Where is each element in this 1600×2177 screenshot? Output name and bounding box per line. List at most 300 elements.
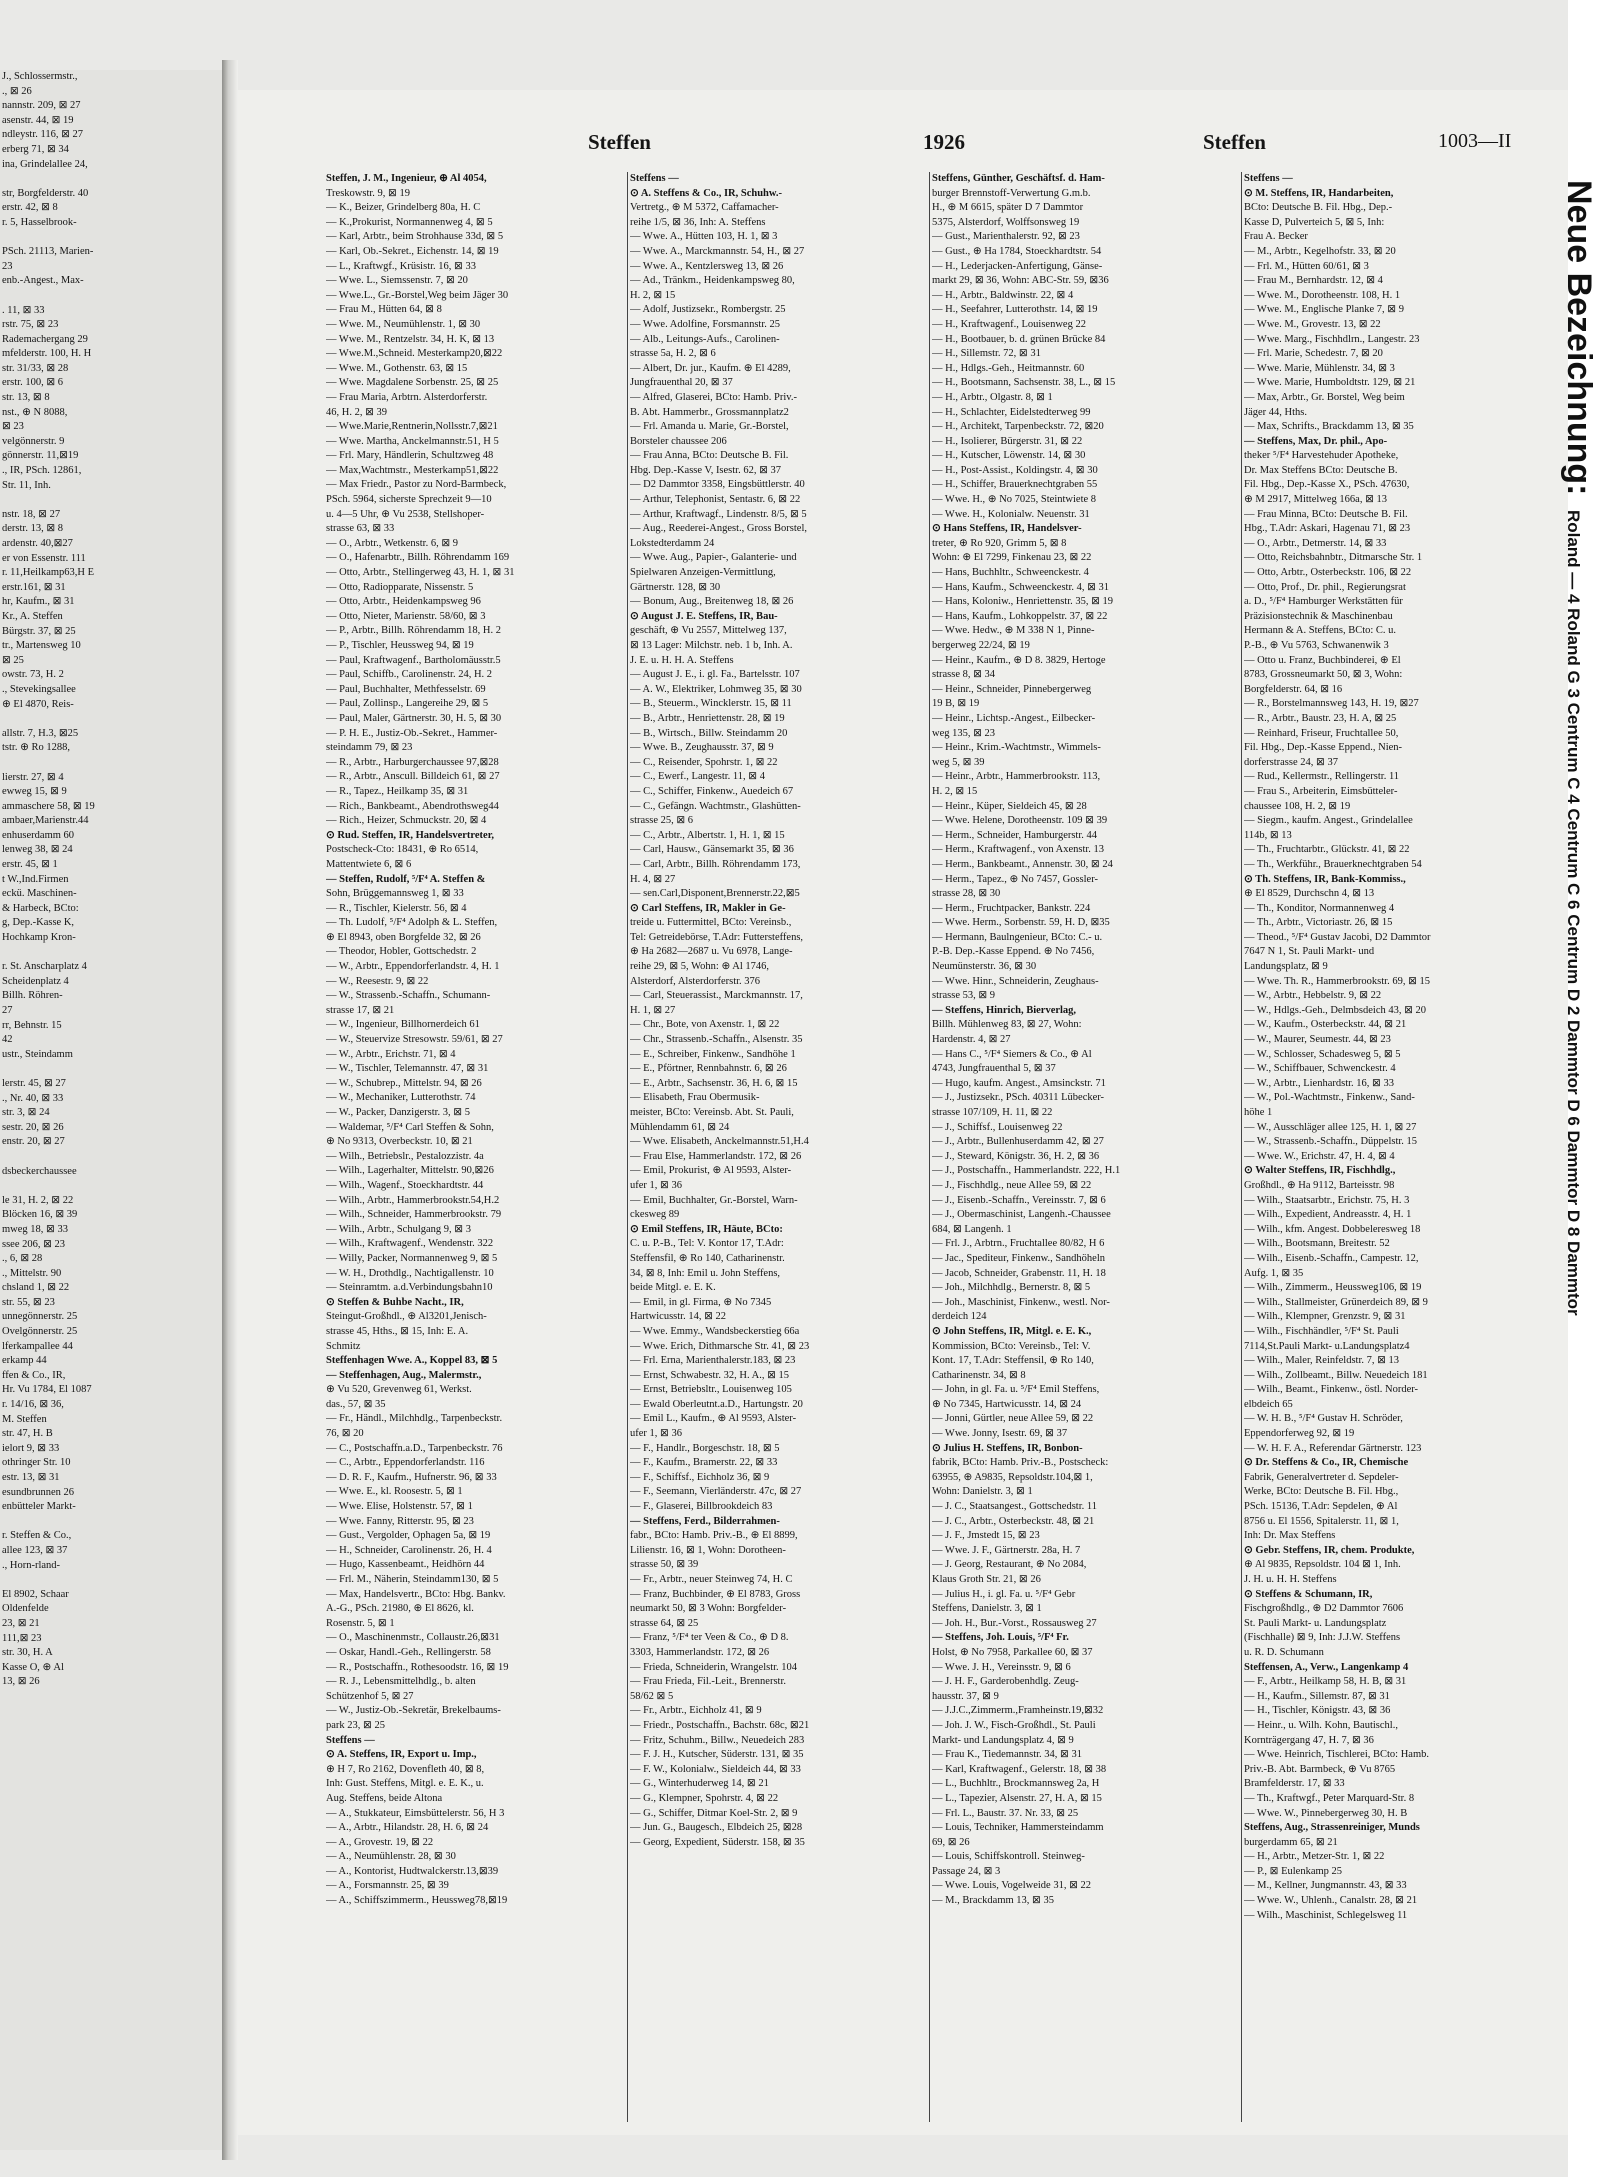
directory-entry-line: — Heinr., u. Wilh. Kohn, Bautischl., [1244,1719,1398,1731]
directory-entry-line: — Wwe. W., Uhlenh., Canalstr. 28, ⊠ 21 [1244,1895,1418,1907]
directory-entry-line: g, Dep.-Kasse K, [2,917,75,929]
directory-entry-line: — Steffens, Joh. Louis, ⁵/F⁴ Fr. [932,1632,1069,1644]
directory-entry-line: — R., Arbtr., Baustr. 23, H. A, ⊠ 25 [1244,712,1397,724]
directory-entry-line: 69, ⊠ 26 [932,1836,970,1848]
directory-entry-line: — L., Kraftwgf., Krüsistr. 16, ⊠ 33 [326,260,476,272]
directory-entry-line: Inh: Gust. Steffens, Mitgl. e. E. K., u. [326,1778,484,1790]
directory-entry-line: ⊠ 25 [2,654,24,666]
directory-entry-line: Rademachergang 29 [2,333,88,345]
directory-entry-line: — Otto, Nieter, Marienstr. 58/60, ⊠ 3 [326,610,486,622]
directory-entry-line: — Hugo, kaufm. Angest., Amsinckstr. 71 [932,1077,1106,1089]
directory-entry-line: ⊙ John Steffens, IR, Mitgl. e. E. K., [932,1325,1092,1337]
directory-entry-line: — Heinr., Lichtsp.-Angest., Eilbecker- [932,712,1096,724]
directory-entry-line: 114b, ⊠ 13 [1244,829,1292,841]
directory-entry-line: enb.-Angest., Max- [2,275,84,287]
directory-entry-line: gönnerstr. 11,⊠19 [2,450,79,462]
directory-entry-line: 7114,St.Pauli Markt- u.Landungsplatz4 [1244,1340,1410,1352]
directory-entry-line: — Jonni, Gürtler, neue Allee 59, ⊠ 22 [932,1413,1094,1425]
directory-entry-line: lferkampallee 44 [2,1340,73,1352]
directory-entry-line: — H., Tischler, Königstr. 43, ⊠ 36 [1244,1705,1391,1717]
directory-entry-line: Lilienstr. 16, ⊠ 1, Wohn: Dorotheen- [630,1544,786,1556]
directory-entry-line: — Steffenhagen, Aug., Malermstr., [326,1369,482,1381]
directory-entry-line: sestr. 20, ⊠ 26 [2,1121,64,1133]
directory-entry-line: — E., Pförtner, Rennbahnstr. 6, ⊠ 26 [630,1063,787,1075]
directory-entry-line: Steffensfil, ⊕ Ro 140, Catharinenstr. [630,1252,785,1264]
side-legend-title: Neue Bezeichnung: [1560,180,1598,496]
directory-entry-line: Borgfelderstr. 64, ⊠ 16 [1244,683,1343,695]
directory-entry-line: tstr. ⊕ Ro 1288, [2,742,71,754]
directory-entry-line: ina, Grindelallee 24, [2,158,88,170]
directory-entry-line: — Alfred, Glaserei, BCto: Hamb. Priv.- [630,391,798,403]
directory-entry-line: — Ewald Oberleutnt.a.D., Hartungstr. 20 [630,1398,803,1410]
directory-entry-line: J. H. u. H. H. Steffens [1244,1574,1337,1585]
directory-entry-line: — Arthur, Kraftwagf., Lindenstr. 8/5, ⊠ 5 [630,508,807,520]
directory-entry-line: — W., Packer, Danzigerstr. 3, ⊠ 5 [326,1107,470,1118]
directory-entry-line: Hbg. Dep.-Kasse V, Isestr. 62, ⊠ 37 [630,464,782,476]
directory-entry-line: str. 47, H. B [2,1428,53,1440]
directory-entry-line: — Fr., Arbtr., neuer Steinweg 74, H. C [630,1574,793,1585]
directory-entry-line: ⊙ Steffens & Schumann, IR, [1244,1588,1373,1600]
directory-entry-line: nannstr. 209, ⊠ 27 [2,100,81,112]
directory-entry-line: — Wilh., Staatsarbtr., Erichstr. 75, H. 3 [1244,1194,1410,1206]
directory-entry-line: — Heinr., Krim.-Wachtmstr., Wimmels- [932,742,1101,754]
directory-entry-line: — Herm., Fruchtpacker, Bankstr. 224 [932,902,1091,914]
directory-entry-line: Lokstedterdamm 24 [630,537,715,549]
directory-entry-line: Markt- und Landungsplatz 4, ⊠ 9 [932,1734,1074,1746]
directory-entry-line: — Wwe. Marg., Fischhdlrn., Langestr. 23 [1244,333,1420,345]
directory-entry-line: — Frau M., Bernhardstr. 12, ⊠ 4 [1244,275,1383,287]
directory-entry-line: enhuserdamm 60 [2,829,75,841]
directory-entry-line: — Wwe. Emmy., Wandsbeckerstieg 66a [630,1325,800,1337]
directory-entry-line: — C., Arbtr., Albertstr. 1, H. 1, ⊠ 15 [630,829,785,841]
directory-entry-line: — August J. E., i. gl. Fa., Bartelsstr. 107 [630,669,800,681]
directory-entry-line: r. 14/16, ⊠ 36, [2,1399,64,1411]
directory-entry-line: — J., Obermaschinist, Langenh.-Chaussee [932,1209,1111,1221]
directory-entry-line: erkamp 44 [2,1355,47,1367]
directory-entry-line: — A., Schiffszimmerm., Heussweg78,⊠19 [326,1895,508,1907]
directory-entry-line: höhe 1 [1244,1107,1273,1118]
directory-entry-line: — Joh. H., Bur.-Vorst., Rossausweg 27 [932,1617,1097,1629]
directory-entry-line: — J., Fischhdlg., neue Allee 59, ⊠ 22 [932,1179,1092,1191]
directory-entry-line: — Wwe. Martha, Anckelmannstr.51, H 5 [326,435,499,447]
directory-entry-line: — H., Hdlgs.-Geh., Heitmannstr. 60 [932,362,1085,374]
directory-entry-line: — C., Reisender, Spohrstr. 1, ⊠ 22 [630,756,778,768]
directory-entry-line: — Wwe.Marie,Rentnerin,Nollsstr.7,⊠21 [326,421,498,433]
directory-entry-line: strasse 63, ⊠ 33 [326,523,395,535]
directory-entry-line: — A., Stukkateur, Eimsbüttelerstr. 56, H 3 [326,1807,505,1819]
directory-entry-line: — Wilh., kfm. Angest. Dobbeleresweg 18 [1244,1223,1421,1235]
directory-entry-line: Passage 24, ⊠ 3 [932,1865,1001,1877]
directory-entry-line: ⊕ Vu 520, Grevenweg 61, Werkst. [326,1384,472,1396]
directory-entry-line: — Ernst, Schwabestr. 32, H. A., ⊠ 15 [630,1369,789,1381]
directory-entry-line: ⊠ 23 [2,421,24,433]
directory-entry-line: — Frl. Erna, Marienthalerstr.183, ⊠ 23 [630,1355,796,1367]
directory-entry-line: enbütteler Markt- [2,1501,76,1513]
directory-entry-line: Kommission, BCto: Vereinsb., Tel: V. [932,1340,1091,1352]
directory-entry-line: a. D., ⁵/F⁴ Hamburger Werkstätten für [1244,596,1403,608]
directory-entry-line: 34, ⊠ 8, Inh: Emil u. John Steffens, [630,1267,781,1279]
directory-entry-line: — Wilh., Expedient, Andreasstr. 4, H. 1 [1244,1209,1412,1221]
directory-entry-line: — Wwe. Hedw., ⊕ M 338 N 1, Pinne- [932,625,1095,637]
directory-entry-line: — Otto, Arbtr., Heidenkampsweg 96 [326,596,481,608]
directory-entry-line: — W., Pol.-Wachtmstr., Finkenw., Sand- [1244,1092,1415,1104]
directory-entry-line: — Wilh., Fischhändler, ⁵/F⁴ St. Pauli [1244,1325,1399,1337]
directory-entry-line [0,712,222,727]
directory-entry-line: Steffens, Günther, Geschäftsf. d. Ham- [932,173,1105,184]
directory-entry-line: — Willy, Packer, Normannenweg 9, ⊠ 5 [326,1252,498,1264]
directory-entry-line: str. 13, ⊠ 8 [2,392,50,404]
directory-entry-line: — J. Georg, Restaurant, ⊕ No 2084, [932,1559,1087,1571]
directory-entry-line: — Oskar, Handl.-Geh., Rellingerstr. 58 [326,1646,491,1658]
directory-entry-line: — Chr., Bote, von Axenstr. 1, ⊠ 22 [630,1019,780,1031]
directory-entry-line: — Reinhard, Friseur, Fruchtallee 50, [1244,727,1399,739]
directory-entry-line: — A., Arbtr., Hilandstr. 28, H. 6, ⊠ 24 [326,1822,489,1834]
directory-entry-line: — Wwe. Aug., Papier-, Galanterie- und [630,552,797,564]
directory-entry-line: theker ⁵/F⁴ Harvestehuder Apotheke, [1244,450,1399,462]
directory-entry-line: — Jac., Spediteur, Finkenw., Sandhöheln [932,1252,1105,1264]
directory-entry-line: ustr., Steindamm [2,1048,73,1060]
directory-entry-line: — Hans, Kaufm., Schweenckestr. 4, ⊠ 31 [932,581,1110,593]
directory-entry-line: Blöcken 16, ⊠ 39 [2,1209,78,1221]
directory-entry-line: ⊕ Al 9835, Repsoldstr. 104 ⊠ 1, Inh. [1244,1559,1401,1571]
directory-entry-line: Inh: Dr. Max Steffens [1244,1530,1336,1542]
directory-entry-line: — J. F., Jmstedt 15, ⊠ 23 [932,1530,1040,1542]
directory-entry-line: Kornträgergang 47, H. 7, ⊠ 36 [1244,1734,1374,1746]
directory-entry-line: — R., Arbtr., Harburgerchaussee 97,⊠28 [326,756,499,768]
directory-entry-line: — Wilh., Zollbeamt., Billw. Neuedeich 181 [1244,1369,1428,1381]
directory-entry-line: ., IR, PSch. 12861, [2,465,82,477]
directory-entry-line: — Frl. M., Näherin, Steindamm130, ⊠ 5 [326,1574,499,1585]
directory-entry-line: — Wwe.M.,Schneid. Mesterkamp20,⊠22 [326,348,503,360]
directory-entry-line: — Wilh., Arbtr., Schulgang 9, ⊠ 3 [326,1223,471,1235]
directory-entry-line: C. u. P.-B., Tel: V. Kontor 17, T.Adr: [630,1238,784,1250]
directory-entry-line: H. 1, ⊠ 27 [630,1004,676,1016]
directory-entry-line: — Franz, Buchbinder, ⊕ El 8783, Gross [630,1588,801,1600]
directory-entry-line: — Fritz, Schuhm., Billw., Neuedeich 283 [630,1734,805,1746]
directory-entry-line: — Karl, Ob.-Sekret., Eichenstr. 14, ⊠ 19 [326,245,499,257]
directory-entry-line: — Wwe. H., Kolonialw. Neuenstr. 31 [932,508,1090,520]
directory-entry-line: — Wwe. E., kl. Roosestr. 5, ⊠ 1 [326,1486,463,1498]
directory-entry-line: Vertretg., ⊕ M 5372, Caffamacher- [630,202,779,214]
directory-entry-line [0,756,222,771]
directory-entry-line: — A., Forsmannstr. 25, ⊠ 39 [326,1880,449,1892]
directory-entry-line: Frau A. Becker [1244,231,1308,243]
directory-entry-line: — R., Tischler, Kielerstr. 56, ⊠ 4 [326,902,467,914]
directory-entry-line: ., Mittelstr. 90 [2,1267,62,1279]
directory-entry-line: unnegönnerstr. 25 [2,1311,78,1323]
directory-entry-line: — G., Schiffer, Ditmar Koel-Str. 2, ⊠ 9 [630,1807,798,1819]
directory-entry-line: Kasse D, Pulverteich 5, ⊠ 5, Inh: [1244,216,1385,228]
directory-entry-line: 42 [2,1034,13,1046]
directory-entry-line: — John, in gl. Fa. u. ⁵/F⁴ Emil Steffens, [932,1384,1100,1396]
directory-entry-line: — H., Seefahrer, Lutterothstr. 14, ⊠ 19 [932,304,1098,316]
directory-entry-line: — W., Tischler, Telemannstr. 47, ⊠ 31 [326,1063,489,1075]
directory-entry-line: Kr., A. Steffen [2,610,63,622]
directory-entry-line: — H., Bootsmann, Sachsenstr. 38, L., ⊠ 15 [932,377,1116,389]
directory-entry-line: — Otto, Radiopparate, Nissenstr. 5 [326,581,474,593]
directory-entry-line: mweg 18, ⊠ 33 [2,1223,68,1235]
directory-entry-line: — Wwe. Marie, Humboldtstr. 129, ⊠ 21 [1244,377,1416,389]
directory-entry-line: — Wwe. Fanny, Ritterstr. 95, ⊠ 23 [326,1515,474,1527]
directory-entry-line: — Wilh., Klempner, Grenzstr. 9, ⊠ 31 [1244,1311,1406,1323]
directory-entry-line: strasse 45, Hths., ⊠ 15, Inh: E. A. [326,1325,469,1337]
directory-entry-line: — Wilh., Betriebslr., Pestalozzistr. 4a [326,1150,484,1162]
directory-entry-line: reihe 1/5, ⊠ 36, Inh: A. Steffens [630,216,766,228]
directory-entry-line: strasse 8, ⊠ 34 [932,669,996,681]
directory-entry-line: — J., Postschaffn., Hammerlandstr. 222, H.1 [932,1165,1121,1177]
directory-entry-line: strasse 25, ⊠ 6 [630,815,694,827]
directory-column-1 [326,172,626,2122]
directory-entry-line: — Wwe. M., Grovestr. 13, ⊠ 22 [1244,318,1381,330]
directory-entry-line: — W., Schiffbauer, Schwenckestr. 4 [1244,1063,1396,1075]
directory-entry-line: — Frieda, Schneiderin, Wrangelstr. 104 [630,1661,798,1673]
directory-entry-line: — Wwe. M., Neumühlenstr. 1, ⊠ 30 [326,318,481,330]
directory-entry-line: — Wwe. Hinr., Schneiderin, Zeughaus- [932,975,1099,987]
directory-entry-line: — Wwe. Elisabeth, Anckelmannstr.51,H.4 [630,1136,809,1148]
directory-entry-line: — Frau M., Hütten 64, ⊠ 8 [326,304,442,316]
directory-entry-line: — D. R. F., Kaufm., Hufnerstr. 96, ⊠ 33 [326,1471,497,1483]
directory-entry-line: — Wwe. Erich, Dithmarsche Str. 41, ⊠ 23 [630,1340,810,1352]
directory-entry-line: — P., Arbtr., Billh. Röhrendamm 18, H. 2 [326,625,502,637]
directory-column-3 [932,172,1242,2122]
side-margin-legend [1559,180,1598,2080]
directory-entry-line: — Frau Else, Hammerlandstr. 172, ⊠ 26 [630,1150,802,1162]
directory-entry-line: — Hans C., ⁵/F⁴ Siemers & Co., ⊕ Al [932,1048,1092,1060]
side-legend-districts: Roland — 4 Roland G 3 Centrum C 4 Centrum C 6 Centrum D 2 Dammtor D 6 Dammtor D 8 Dammtor [1564,509,1583,1316]
directory-entry-line: — Herm., Kraftwagenf., von Axenstr. 13 [932,844,1105,856]
directory-entry-line: — Steffens, Max, Dr. phil., Apo- [1244,435,1388,447]
directory-entry-line: 4743, Jungfrauenthal 5, ⊠ 37 [932,1063,1056,1075]
directory-entry-line: — Wilh., Lagerhalter, Mittelstr. 90,⊠26 [326,1165,494,1177]
directory-entry-line: — P., ⊠ Eulenkamp 25 [1244,1865,1343,1877]
directory-entry-line: — Paul, Kraftwagenf., Bartholomäusstr.5 [326,654,501,666]
directory-entry-line: — G., Klempner, Spohrstr. 4, ⊠ 22 [630,1792,779,1804]
directory-entry-line: — Wwe. Adolfine, Forsmannstr. 25 [630,318,781,330]
directory-entry-line: — Steffens, Hinrich, Bierverlag, [932,1004,1077,1016]
directory-entry-line: — C., Arbtr., Eppendorferlandstr. 116 [326,1457,485,1469]
directory-entry-line: — Steffen, Rudolf, ⁵/F⁴ A. Steffen & [326,873,486,885]
directory-entry-line: Kasse O, ⊕ Al [2,1661,64,1673]
directory-entry-line: — Wwe. M., Dorotheenstr. 108, H. 1 [1244,289,1401,301]
directory-entry-line: ⊙ Dr. Steffens & Co., IR, Chemische [1244,1457,1409,1469]
directory-entry-line: Steffens, Aug., Strassenreiniger, Munds [1244,1822,1420,1834]
directory-entry-line: — Joh., Maschinist, Finkenw., westl. Nor- [932,1296,1110,1308]
book-gutter [222,60,238,2160]
directory-entry-line: Scheidenplatz 4 [2,975,69,987]
directory-entry-line: — Jun. G., Baugesch., Elbdeich 25, ⊠28 [630,1822,803,1834]
directory-entry-line: 111,⊠ 23 [2,1632,42,1644]
directory-entry-line: ambaer,Marienstr.44 [2,815,89,827]
directory-entry-line: Dr. Max Steffens BCto: Deutsche B. [1244,464,1398,476]
directory-entry-line: — Julius H., i. gl. Fa. u. ⁵/F⁴ Gebr [932,1588,1076,1600]
directory-entry-line: ndleystr. 116, ⊠ 27 [2,129,84,141]
directory-entry-line: — O., Arbtr., Detmerstr. 14, ⊠ 33 [1244,537,1387,549]
directory-entry-line: Hochkamp Kron- [2,932,76,944]
directory-entry-line: — Frau Maria, Arbtrn. Alsterdorferstr. [326,391,488,403]
directory-entry-line: 5375, Alsterdorf, Wolffsonsweg 19 [932,216,1080,228]
directory-entry-line: — H., Kutscher, Löwenstr. 14, ⊠ 30 [932,450,1086,462]
directory-entry-line: Steffenhagen Wwe. A., Koppel 83, ⊠ 5 [326,1355,498,1367]
directory-entry-line: Jäger 44, Hths. [1244,406,1307,418]
directory-entry-line: ⊕ H 7, Ro 2162, Dovenfleth 40, ⊠ 8, [326,1763,485,1775]
directory-entry-line: Ovelgönnerstr. 25 [2,1326,78,1338]
directory-entry-line: — Fr., Händl., Milchhdlg., Tarpenbeckstr. [326,1413,503,1425]
directory-entry-line: erberg 71, ⊠ 34 [2,143,69,155]
directory-entry-line: — Steffens, Ferd., Bilderrahmen- [630,1515,780,1527]
directory-entry-line: — Wilh., Arbtr., Hammerbrookstr.54,H.2 [326,1194,500,1206]
directory-entry-line: — P., Tischler, Heussweg 94, ⊠ 19 [326,640,474,651]
directory-entry-line: treide u. Futtermittel, BCto: Vereinsb., [630,917,792,929]
directory-entry-line: — Wwe. Magdalene Sorbenstr. 25, ⊠ 25 [326,377,499,389]
directory-entry-line: lerstr. 45, ⊠ 27 [2,1077,66,1089]
directory-entry-line: Bürgstr. 37, ⊠ 25 [2,625,76,637]
directory-entry-line: Steingut-Großhdl., ⊕ Al3201,Jenisch- [326,1311,487,1323]
directory-entry-line: J. E. u. H. H. A. Steffens [630,654,734,666]
directory-entry-line: asenstr. 44, ⊠ 19 [2,114,74,126]
previous-page-fragment [0,70,222,2150]
directory-entry-line: — D2 Dammtor 3358, Eingsbüttlerstr. 40 [630,479,805,491]
directory-entry-line: — Heinr., Arbtr., Hammerbrookstr. 113, [932,771,1101,783]
directory-entry-line: — J., Justizsekr., PSch. 40311 Lübecker- [932,1092,1105,1104]
directory-entry-line: geschäft, ⊕ Vu 2557, Mittelweg 137, [630,625,787,637]
directory-entry-line: — Frau S., Arbeiterin, Eimsbütteler- [1244,785,1398,797]
directory-entry-line: 46, H. 2, ⊠ 39 [326,406,388,418]
directory-entry-line: Steffensen, A., Verw., Langenkamp 4 [1244,1661,1409,1673]
directory-entry-line: — W. H. F. A., Referendar Gärtnerstr. 123 [1244,1442,1422,1454]
directory-entry-line: — Max, Schrifts., Brackdamm 13, ⊠ 35 [1244,421,1414,433]
directory-entry-line: ⊙ A. Steffens, IR, Export u. Imp., [326,1749,477,1761]
directory-entry-line: strasse 5a, H. 2, ⊠ 6 [630,348,716,360]
directory-entry-line: — Wilh., Bootsmann, Breitestr. 52 [1244,1238,1390,1250]
directory-entry-line: — Waldemar, ⁵/F⁴ Carl Steffen & Sohn, [326,1121,494,1133]
directory-entry-line: — Wwe. Jonny, Isestr. 69, ⊠ 37 [932,1428,1068,1440]
directory-entry-line: — Joh., Milchhdlg., Bernerstr. 8, ⊠ 5 [932,1282,1091,1294]
directory-entry-line: steindamm 79, ⊠ 23 [326,742,413,754]
directory-entry-line: ⊙ M. Steffens, IR, Handarbeiten, [1244,187,1394,199]
directory-entry-line: B. Abt. Hammerbr., Grossmannplatz2 [630,406,789,418]
directory-entry-line: Fil. Hbg., Dep.-Kasse Eppend., Nien- [1244,742,1403,754]
directory-entry-line: — Ernst, Betriebsltr., Louisenweg 105 [630,1384,792,1396]
directory-entry-line: — C., Ewerf., Langestr. 11, ⊠ 4 [630,771,765,783]
directory-entry-line: — Th., Konditor, Normannenweg 4 [1244,902,1395,914]
directory-entry-line: — W., Reesestr. 9, ⊠ 22 [326,975,429,987]
directory-entry-line: — L., Tapezier, Alsenstr. 27, H. A, ⊠ 15 [932,1792,1102,1804]
directory-entry-line: lierstr. 27, ⊠ 4 [2,771,64,783]
directory-entry-line: — Th., Fruchtarbtr., Glückstr. 41, ⊠ 22 [1244,844,1410,856]
directory-entry-line: Postscheck-Cto: 18431, ⊕ Ro 6514, [326,844,479,856]
directory-entry-line: — H., Lederjacken-Anfertigung, Gänse- [932,260,1103,272]
directory-entry-line: — H., Bootbauer, b. d. grünen Brücke 84 [932,333,1106,345]
directory-entry-line: — H., Schlachter, Eidelstedterweg 99 [932,406,1091,418]
directory-entry-line: — R., Arbtr., Anscull. Billdeich 61, ⊠ 27 [326,771,500,783]
directory-entry-line: — Georg, Expedient, Süderstr. 158, ⊠ 35 [630,1836,805,1848]
directory-entry-line: — Max Friedr., Pastor zu Nord-Barmbeck, [326,479,507,491]
directory-entry-line: Jungfrauenthal 20, ⊠ 37 [630,377,733,389]
directory-entry-line: — J., Arbtr., Bullenhuserdamm 42, ⊠ 27 [932,1136,1104,1148]
directory-entry-line: — Rud., Kellermstr., Rellingerstr. 11 [1244,771,1400,783]
directory-entry-line: — M., Kellner, Jungmannstr. 43, ⊠ 33 [1244,1880,1407,1892]
directory-entry-line: ckesweg 89 [630,1209,680,1221]
directory-entry-line: — Wwe. B., Zeughausstr. 37, ⊠ 9 [630,742,774,754]
directory-entry-line: 76, ⊠ 20 [326,1428,364,1440]
directory-entry-line: — Otto, Arbtr., Osterbeckstr. 106, ⊠ 22 [1244,567,1412,579]
directory-entry-line: P.-B. Dep.-Kasse Eppend. ⊕ No 7456, [932,946,1095,958]
directory-entry-line: — Frau K., Tiedemannstr. 34, ⊠ 31 [932,1749,1082,1761]
directory-entry-line: — H., Isolierer, Bürgerstr. 31, ⊠ 22 [932,435,1083,447]
directory-entry-line: — Carl, Hausw., Gänsemarkt 35, ⊠ 36 [630,844,794,856]
directory-entry-line: nst., ⊕ N 8088, [2,406,68,418]
running-head [238,130,1568,166]
directory-entry-line: Aufg. 1, ⊠ 35 [1244,1267,1304,1279]
directory-entry-line: ufer 1, ⊠ 36 [630,1428,682,1440]
directory-entry-line [0,172,222,187]
directory-entry-line: Fabrik, Generalvertreter d. Sepdeler- [1244,1471,1399,1483]
directory-entry-line: othringer Str. 10 [2,1457,71,1469]
directory-entry-line: — W. H. B., ⁵/F⁴ Gustav H. Schröder, [1244,1413,1403,1425]
directory-entry-line: — Heinr., Kaufm., ⊕ D 8. 3829, Hertoge [932,654,1106,666]
directory-entry-line: — Siegm., kaufm. Angest., Grindelallee [1244,815,1413,827]
directory-entry-line: — Ad., Tränkm., Heidenkampsweg 80, [630,275,795,287]
directory-entry-line: — Wwe. Th. R., Hammerbrookstr. 69, ⊠ 15 [1244,975,1431,987]
directory-entry-line: — Joh. J. W., Fisch-Großhdl., St. Pauli [932,1719,1096,1731]
directory-entry-line: — Hermann, Baulngenieur, BCto: C.- u. [932,931,1103,943]
directory-entry-line: — Gust., Marienthalerstr. 92, ⊠ 23 [932,231,1080,243]
directory-entry-line [0,1515,222,1530]
directory-entry-line: chaussee 108, H. 2, ⊠ 19 [1244,800,1351,812]
directory-entry-line [0,231,222,246]
directory-entry-line: Treskowstr. 9, ⊠ 19 [326,187,410,199]
directory-entry-line: — J., Steward, Königstr. 36, H. 2, ⊠ 36 [932,1150,1100,1162]
directory-entry-line: — Wilh., Schneider, Hammerbrookstr. 79 [326,1209,502,1221]
directory-entry-line: strasse 64, ⊠ 25 [630,1617,699,1629]
directory-entry-line: das., 57, ⊠ 35 [326,1398,386,1410]
directory-entry-line: — F., Glaserei, Billbrookdeich 83 [630,1501,773,1513]
directory-entry-line: — W., Justiz-Ob.-Sekretär, Brekelbaums- [326,1705,501,1717]
directory-entry-line: neumarkt 50, ⊠ 3 Wohn: Borgfelder- [630,1603,787,1615]
directory-entry-line: St. Pauli Markt- u. Landungsplatz [1244,1617,1387,1629]
directory-entry-line: strasse 107/109, H. 11, ⊠ 22 [932,1107,1053,1118]
directory-entry-line: — F., Arbtr., Heilkamp 58, H. B, ⊠ 31 [1244,1676,1407,1688]
directory-entry-line: 8783, Grossneumarkt 50, ⊠ 3, Wohn: [1244,669,1403,681]
directory-entry-line: Großhdl., ⊕ Ha 9112, Barteisstr. 98 [1244,1179,1395,1191]
directory-entry-line: — Wilh., Maler, Reinfeldstr. 7, ⊠ 13 [1244,1355,1400,1367]
directory-entry-line: ielort 9, ⊠ 33 [2,1442,60,1454]
directory-entry-line: — Wilh., Stallmeister, Grünerdeich 89, ⊠ 9 [1244,1296,1428,1308]
directory-entry-line: — Karl, Arbtr., beim Strohhause 33d, ⊠ 5 [326,231,504,243]
directory-entry-line: — W., Steuervize Stresowstr. 59/61, ⊠ 27 [326,1034,503,1046]
directory-entry-line: strasse 50, ⊠ 39 [630,1559,699,1571]
directory-entry-line: — J., Schiffsf., Louisenweg 22 [932,1121,1063,1133]
directory-entry-line: — M., Arbtr., Kegelhofstr. 33, ⊠ 20 [1244,245,1396,257]
directory-entry-line: — Frl. J., Arbtrn., Fruchtallee 80/82, H 6 [932,1238,1105,1250]
directory-entry-line: — C., Schiffer, Finkenw., Auedeich 67 [630,785,794,797]
directory-entry-line: — F. J. H., Kutscher, Süderstr. 131, ⊠ 35 [630,1749,804,1761]
directory-entry-line: — Th., Arbtr., Victoriastr. 26, ⊠ 15 [1244,917,1393,929]
directory-entry-line: — W., Strassenb.-Schaffn., Düppelstr. 15 [1244,1136,1418,1148]
directory-entry-line: — R., Tapez., Heilkamp 35, ⊠ 31 [326,785,469,797]
running-head-year: 1926 [923,130,965,154]
directory-entry-line: — Herm., Schneider, Hamburgerstr. 44 [932,829,1098,841]
directory-entry-line: — Wilh., Wagenf., Stoeckhardtstr. 44 [326,1179,484,1191]
directory-entry-line: Eppendorferweg 92, ⊠ 19 [1244,1428,1355,1440]
directory-entry-line [0,289,222,304]
directory-entry-line: — K.,Prokurist, Normannenweg 4, ⊠ 5 [326,216,493,228]
directory-entry-line: — O., Arbtr., Wetkenstr. 6, ⊠ 9 [326,537,459,549]
directory-entry-line: ⊙ Walter Steffens, IR, Fischhdlg., [1244,1165,1396,1177]
directory-entry-line: 27 [2,1005,13,1016]
directory-entry-line: — Wwe. Marie, Mühlenstr. 34, ⊠ 3 [1244,362,1395,374]
directory-entry-line: ⊕ Ha 2682—2687 u. Vu 6978, Lange- [630,946,793,958]
